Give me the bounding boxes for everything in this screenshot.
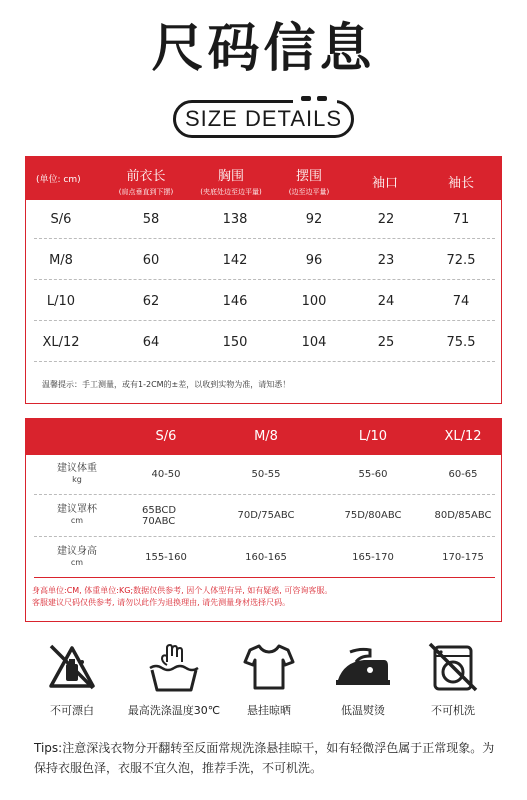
column-name: 袖口 bbox=[371, 176, 398, 191]
table-cell: 75.5 bbox=[446, 335, 476, 350]
row-label-text: 建议身高 bbox=[57, 546, 97, 557]
care-label: 低温熨烫 bbox=[341, 704, 385, 717]
fit-note: 身高单位:CM, 体重单位:KG;数据仅供参考, 因个人体型有异, 如有疑惑, 可咨询客服。 bbox=[32, 586, 333, 595]
column-note: (边至边平量) bbox=[288, 188, 330, 196]
table-cell: 100 bbox=[301, 294, 327, 309]
table-cell: 71 bbox=[452, 212, 470, 227]
table-row bbox=[34, 321, 495, 362]
table-cell: 23 bbox=[377, 253, 395, 268]
subtitle-decoration bbox=[293, 94, 337, 104]
row-unit: cm bbox=[70, 558, 84, 567]
row-unit: cm bbox=[70, 516, 84, 525]
table-row bbox=[34, 200, 495, 239]
table-row bbox=[34, 455, 495, 495]
column-header bbox=[274, 165, 344, 197]
table-cell: 72.5 bbox=[446, 253, 476, 268]
table-row bbox=[34, 495, 495, 537]
table-cell: 138 bbox=[222, 212, 248, 227]
divider bbox=[34, 577, 495, 578]
size-table-header bbox=[26, 157, 501, 200]
column-note: (肩点垂直到下摆) bbox=[118, 188, 174, 196]
care-item bbox=[229, 640, 309, 730]
size-label: S/6 bbox=[50, 212, 72, 227]
table-cell: 40-50 bbox=[151, 469, 181, 480]
row-label bbox=[42, 463, 112, 485]
column-name: 前衣长 bbox=[126, 169, 166, 184]
table-cell: 70D/75ABC bbox=[237, 510, 295, 521]
care-item bbox=[323, 640, 403, 730]
size-label: L/10 bbox=[46, 294, 76, 309]
fit-table-header bbox=[26, 419, 501, 455]
column-header bbox=[188, 165, 274, 197]
table-cell: 75D/80ABC bbox=[344, 510, 402, 521]
size-label: M/8 bbox=[49, 253, 73, 268]
care-item bbox=[413, 640, 493, 730]
size-header: XL/12 bbox=[444, 429, 482, 444]
size-label: XL/12 bbox=[42, 335, 80, 350]
table-cell: 104 bbox=[301, 335, 327, 350]
table-cell: 25 bbox=[377, 335, 395, 350]
column-note: (夹底处边至边平量) bbox=[200, 188, 262, 196]
care-label: 最高洗涤温度30℃ bbox=[127, 704, 221, 717]
table-cell: 60-65 bbox=[448, 469, 478, 480]
size-table bbox=[25, 156, 502, 404]
table-cell: 64 bbox=[142, 335, 160, 350]
measurement-note: 温馨提示：手工测量，或有1-2CM的±差，以收到实物为准，请知悉！ bbox=[42, 380, 291, 389]
fit-note: 客服建议尺码仅供参考, 请勿以此作为退换理由, 请先测量身材选择尺码。 bbox=[32, 598, 291, 607]
row-label-text: 建议罩杯 bbox=[57, 504, 97, 515]
unit-label: (单位: cm) bbox=[36, 175, 81, 185]
column-name: 袖长 bbox=[447, 176, 474, 191]
table-cell: 170-175 bbox=[442, 552, 484, 563]
table-cell: 58 bbox=[142, 212, 160, 227]
size-header: S/6 bbox=[155, 429, 177, 444]
care-label: 不可漂白 bbox=[50, 704, 94, 717]
table-cell: 50-55 bbox=[251, 469, 281, 480]
subtitle-badge bbox=[173, 100, 354, 138]
care-tips: Tips:注意深浅衣物分开翻转至反面常规洗涤悬挂晾干，如有轻微浮色属于正常现象。为保持衣服色泽，衣服不宜久泡，推荐手洗，不可机洗。 bbox=[34, 741, 495, 775]
wash-30-icon bbox=[144, 640, 204, 694]
row-unit: kg bbox=[72, 475, 82, 484]
table-cell: 65BCD 70ABC bbox=[142, 505, 177, 527]
table-cell: 160-165 bbox=[245, 552, 287, 563]
low-iron-icon bbox=[330, 640, 396, 694]
size-header: L/10 bbox=[358, 429, 388, 444]
column-name: 胸围 bbox=[217, 169, 244, 184]
table-cell: 74 bbox=[452, 294, 470, 309]
row-label-text: 建议体重 bbox=[57, 463, 97, 474]
table-cell: 155-160 bbox=[145, 552, 187, 563]
row-label bbox=[42, 546, 112, 568]
table-cell: 150 bbox=[222, 335, 248, 350]
table-cell: 96 bbox=[305, 253, 323, 268]
column-header bbox=[106, 165, 186, 197]
size-header: M/8 bbox=[254, 429, 278, 444]
care-item bbox=[124, 640, 224, 730]
page-title: 尺码信息 bbox=[151, 19, 376, 79]
table-cell: 22 bbox=[377, 212, 395, 227]
column-name: 摆围 bbox=[295, 169, 322, 184]
table-cell: 80D/85ABC bbox=[434, 510, 492, 521]
table-cell: 142 bbox=[222, 253, 248, 268]
table-cell: 62 bbox=[142, 294, 160, 309]
no-machine-wash-icon bbox=[426, 640, 480, 694]
table-cell: 60 bbox=[142, 253, 160, 268]
table-cell: 24 bbox=[377, 294, 395, 309]
table-row bbox=[34, 239, 495, 280]
table-row bbox=[34, 537, 495, 577]
hang-dry-icon bbox=[242, 640, 296, 694]
table-row bbox=[34, 280, 495, 321]
table-cell: 165-170 bbox=[352, 552, 394, 563]
care-item bbox=[32, 640, 112, 730]
page-subtitle: SIZE DETAILS bbox=[173, 100, 354, 138]
fit-table bbox=[25, 418, 502, 622]
table-cell: 146 bbox=[222, 294, 248, 309]
table-cell: 92 bbox=[305, 212, 323, 227]
row-label bbox=[42, 504, 112, 526]
care-label: 不可机洗 bbox=[431, 704, 475, 717]
no-bleach-icon bbox=[45, 640, 99, 694]
table-cell: 55-60 bbox=[358, 469, 388, 480]
care-label: 悬挂晾晒 bbox=[247, 704, 291, 717]
